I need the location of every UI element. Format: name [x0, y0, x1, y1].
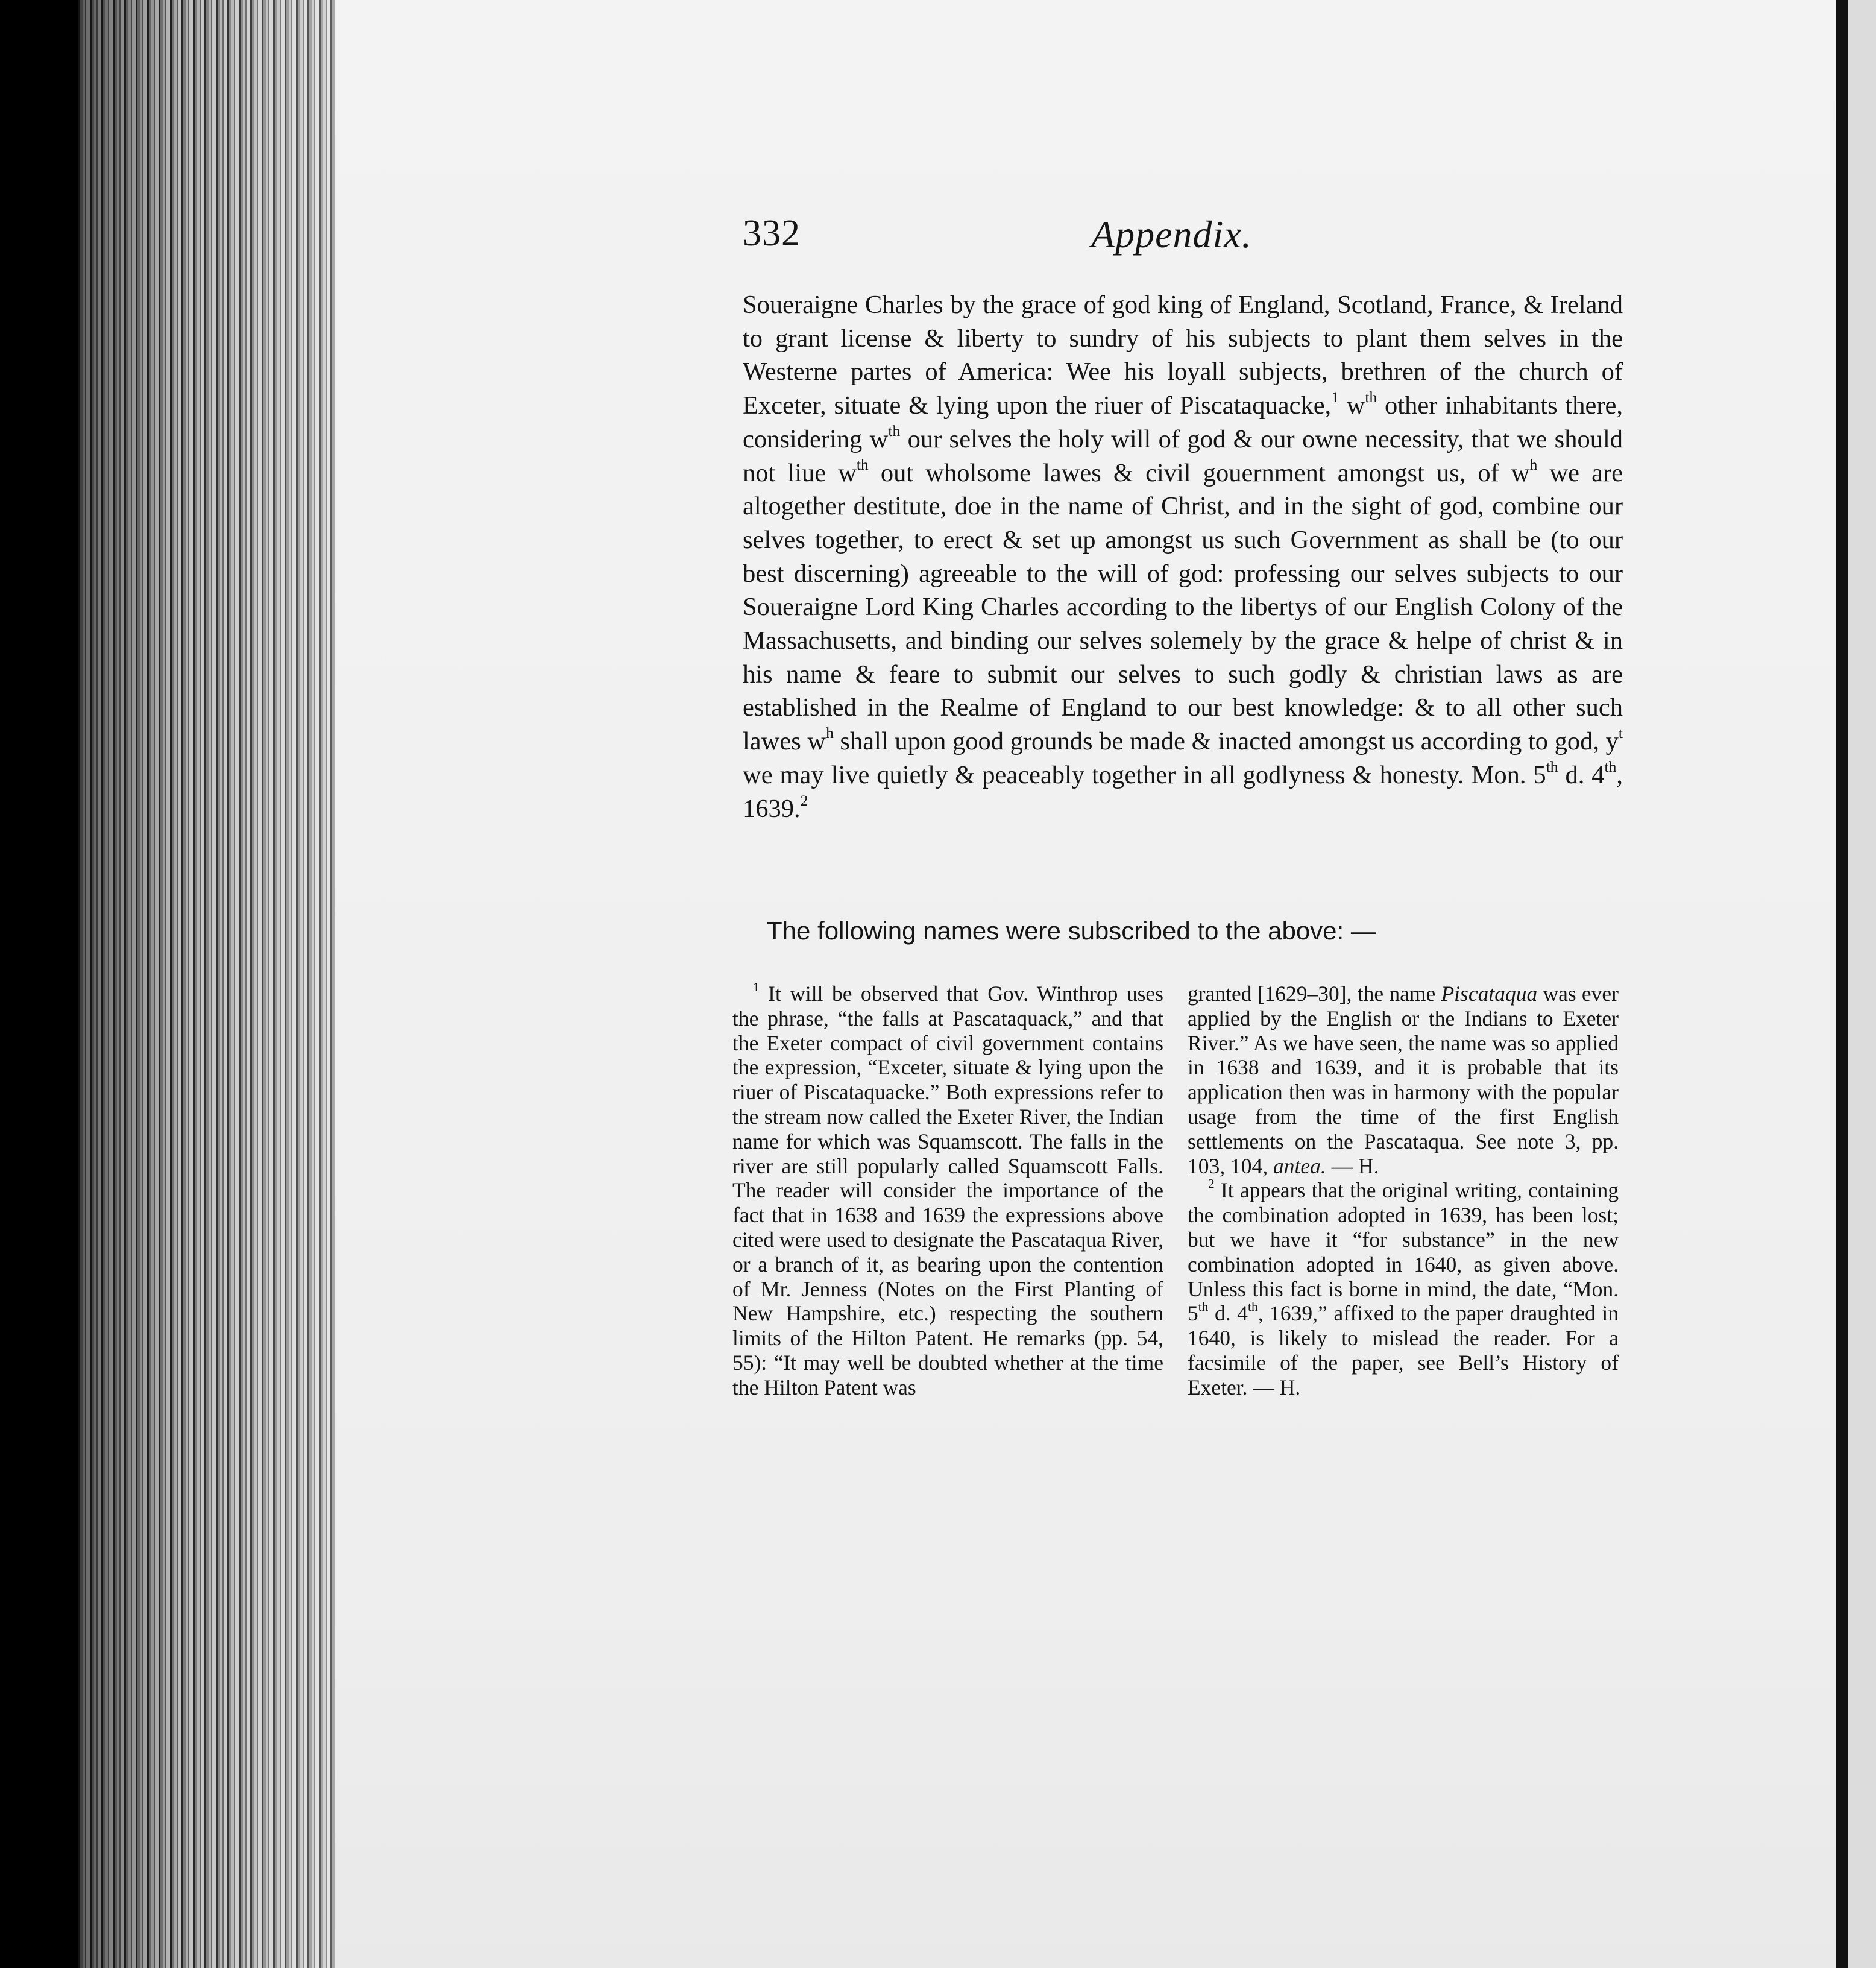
- compact-text-part: shall upon good grounds be made & inacted amongst us according to god, y: [833, 727, 1619, 756]
- footnotes-left-column: [732, 982, 1163, 1400]
- superscript: th: [1604, 757, 1617, 775]
- compact-text: [743, 288, 1623, 825]
- footnote-ref-1: 1: [1331, 388, 1339, 406]
- compact-text-part: Soueraigne Charles by the grace of god king of England, Scotland, France, & Ireland to grant license & liberty to sundry of his subjects to plant them selves in the Westerne partes of America: Wee his loyall subjects, brethren of the church of Exceter, situate & lying upon the riuer of Piscataquacke,: [743, 291, 1623, 420]
- compact-text-part: w: [1338, 391, 1365, 420]
- superscript: th: [1365, 388, 1377, 406]
- compact-text-part: our selves the holy will of god & our owne necessity, that we should not liue w: [743, 424, 1623, 487]
- footnote-mark-2: 2: [1208, 1176, 1215, 1191]
- footnote-1: [732, 982, 1163, 1400]
- footnote-text: , 1639,” affixed to the paper draughted in 1640, is likely to mislead the reader. For a facsimile of the paper, see Bell’s History of Exeter. — H.: [1188, 1301, 1619, 1399]
- footnote-ref-2: 2: [800, 791, 808, 809]
- footnote-mark-1: 1: [753, 980, 760, 995]
- footnote-text: was ever applied by the English or the Indians to Exeter River.” As we have seen, the name was so applied in 1638 and 1639, and it is probable that its application then was in harmony with the popular usage from the time of the first English settlements on the Pascataqua. See note 3, pp. 103, 104,: [1188, 982, 1619, 1178]
- compact-text-part: we are altogether destitute, doe in the name of Christ, and in the sight of god, combine our selves together, to erect & set up amongst us such Government as shall be (to our best discerning) agreeable to the will of god: professing our selves subjects to our Soueraigne Lord King Charles according to the libertys of our English Colony of the Massachusetts, and binding our selves solemely by the grace & helpe of christ & in his name & feare to submit our selves to such godly & christian laws as are established in the Realme of England to our best knowledge: & to all other such lawes w: [743, 458, 1623, 756]
- next-page-edge: [1848, 0, 1876, 1968]
- superscript: th: [888, 421, 901, 440]
- superscript: h: [826, 724, 834, 742]
- superscript: th: [1198, 1299, 1209, 1314]
- footnote-1-continued: [1188, 982, 1619, 1178]
- footnote-text: granted [1629–30], the name: [1188, 982, 1441, 1006]
- compact-text-part: we may live quietly & peaceably together in all godlyness & honesty. Mon. 5: [743, 760, 1546, 789]
- footnote-text: d. 4: [1208, 1301, 1248, 1326]
- running-head: Appendix.: [1091, 213, 1252, 256]
- footnote-text: It appears that the original writing, containing the combination adopted in 1639, has been lost; but we have it “for substance” in the new combination adopted in 1640, as given above. Unless this fact is borne in mind, the date, “Mon. 5: [1188, 1178, 1619, 1326]
- page-gutter: [1836, 0, 1848, 1968]
- compact-text-part: other inhabitants there, considering w: [743, 391, 1623, 453]
- footnote-italic: antea.: [1273, 1153, 1326, 1178]
- compact-paragraph: [743, 288, 1623, 825]
- scan-border: [0, 0, 78, 1968]
- compact-text-part: out wholsome lawes & civil gouernment amongst us, of w: [868, 458, 1530, 487]
- subscribed-line: The following names were subscribed to the above: —: [767, 916, 1376, 945]
- footnote-text: It will be observed that Gov. Winthrop uses the phrase, “the falls at Pascataquack,” and that the Exeter compact of civil government contains the expression, “Exceter, situate & lying upon the riuer of Piscataquacke.” Both expressions refer to the stream now called the Exeter River, the Indian name for which was Squamscott. The falls in the river are still popularly called Squamscott Falls. The reader will consider the importance of the fact that in 1638 and 1639 the expressions above cited were used to designate the Pascataqua River, or a branch of it, as bearing upon the contention of Mr. Jenness (Notes on the First Planting of New Hampshire, etc.) respecting the southern limits of the Hilton Patent. He remarks (pp. 54, 55): “It may well be doubted whether at the time the Hilton Patent was: [732, 982, 1163, 1399]
- footnote-2: [1188, 1178, 1619, 1399]
- compact-text-part: , 1639.: [743, 760, 1623, 823]
- superscript: h: [1529, 455, 1538, 473]
- page-number: 332: [743, 213, 801, 254]
- book-page-edges: [78, 0, 338, 1968]
- superscript: t: [1618, 724, 1623, 742]
- superscript: th: [1546, 757, 1558, 775]
- superscript: th: [1248, 1299, 1258, 1314]
- compact-text-part: d. 4: [1558, 760, 1605, 789]
- footnotes-right-column: [1188, 982, 1619, 1400]
- footnote-text: — H.: [1326, 1153, 1379, 1178]
- footnote-italic: Piscataqua: [1441, 982, 1538, 1006]
- superscript: th: [856, 455, 869, 473]
